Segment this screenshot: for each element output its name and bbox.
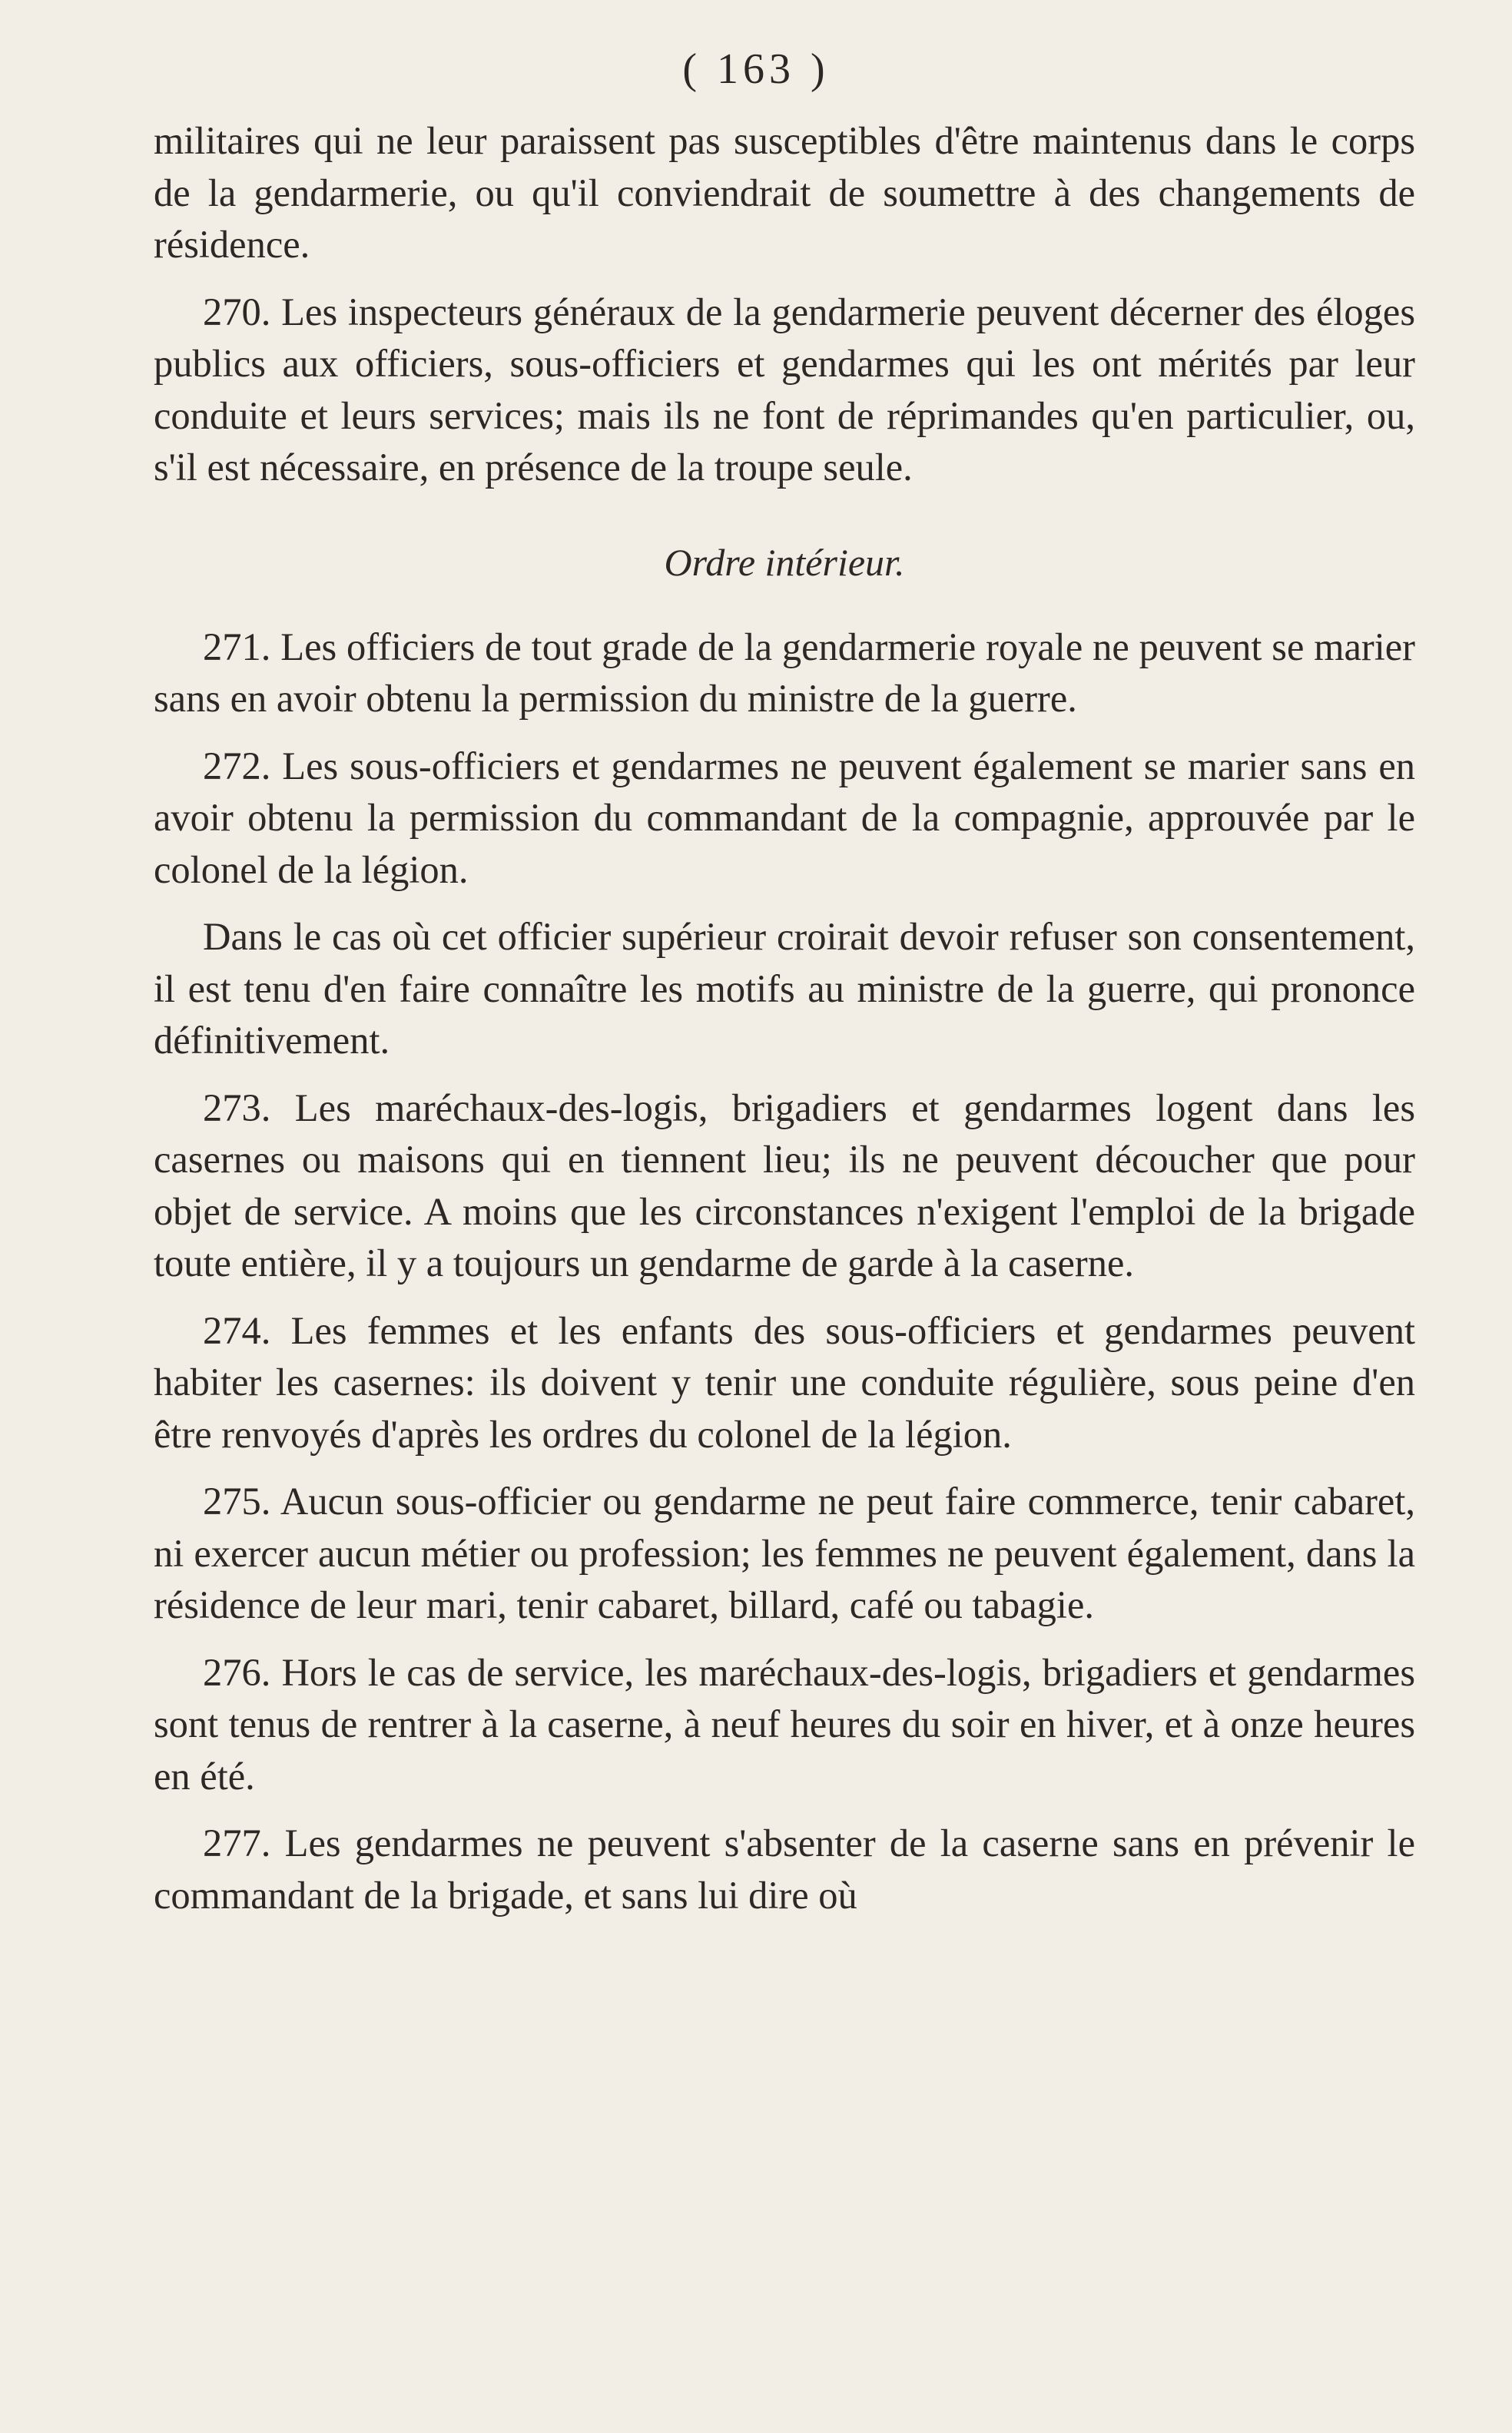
article-274: 274. Les femmes et les enfants des sous-officiers et gendarmes peuvent habiter les casernes: ils doivent y tenir une conduite régulière, sous peine d'en être renvoyés d'après les ordres du colonel de la légion.: [154, 1308, 1415, 1456]
article-273: 273. Les maréchaux-des-logis, brigadiers et gendarmes logent dans les casernes ou maisons qui en tiennent lieu; ils ne peuvent découcher que pour objet de service. A moins que les circonstances n'exigent l'emploi de la brigade toute entière, il y a toujours un gendarme de garde à la caserne.: [154, 1086, 1415, 1284]
article-276: 276. Hors le cas de service, les maréchaux-des-logis, brigadiers et gendarmes sont tenus de rentrer à la caserne, à neuf heures du soir en hiver, et à onze heures en été.: [154, 1650, 1415, 1798]
article-271: 271. Les officiers de tout grade de la gendarmerie royale ne peuvent se marier sans en avoir obtenu la permission du ministre de la guerre.: [154, 625, 1415, 720]
article-277: 277. Les gendarmes ne peuvent s'absenter de la caserne sans en prévenir le commandant de la brigade, et sans lui dire où: [154, 1821, 1415, 1917]
article-272: 272. Les sous-officiers et gendarmes ne peuvent également se marier sans en avoir obtenu la permission du commandant de la compagnie, approuvée par le colonel de la légion.: [154, 744, 1415, 891]
article-275: 275. Aucun sous-officier ou gendarme ne peut faire commerce, tenir cabaret, ni exercer aucun métier ou profession; les femmes ne peuvent également, dans la résidence de leur mari, tenir cabaret, billard, café ou tabagie.: [154, 1480, 1415, 1626]
page-body: [154, 115, 1415, 1921]
section-heading: Ordre intérieur.: [664, 540, 905, 584]
page-number: ( 163 ): [682, 45, 830, 93]
paragraph-continuation: militaires qui ne leur paraissent pas susceptibles d'être maintenus dans le corps de la gendarmerie, ou qu'il conviendrait de soumettre à des changements de résidence.: [154, 119, 1415, 266]
article-272-continuation: Dans le cas où cet officier supérieur croirait devoir refuser son consentement, il est tenu d'en faire connaître les motifs au ministre de la guerre, qui prononce définitivement.: [154, 915, 1415, 1062]
article-270: 270. Les inspecteurs généraux de la gendarmerie peuvent décerner des éloges publics aux officiers, sous-officiers et gendarmes qui les ont mérités par leur conduite et leurs services; mais ils ne font de réprimandes qu'en particulier, ou, s'il est nécessaire, en présence de la troupe seule.: [154, 290, 1415, 489]
